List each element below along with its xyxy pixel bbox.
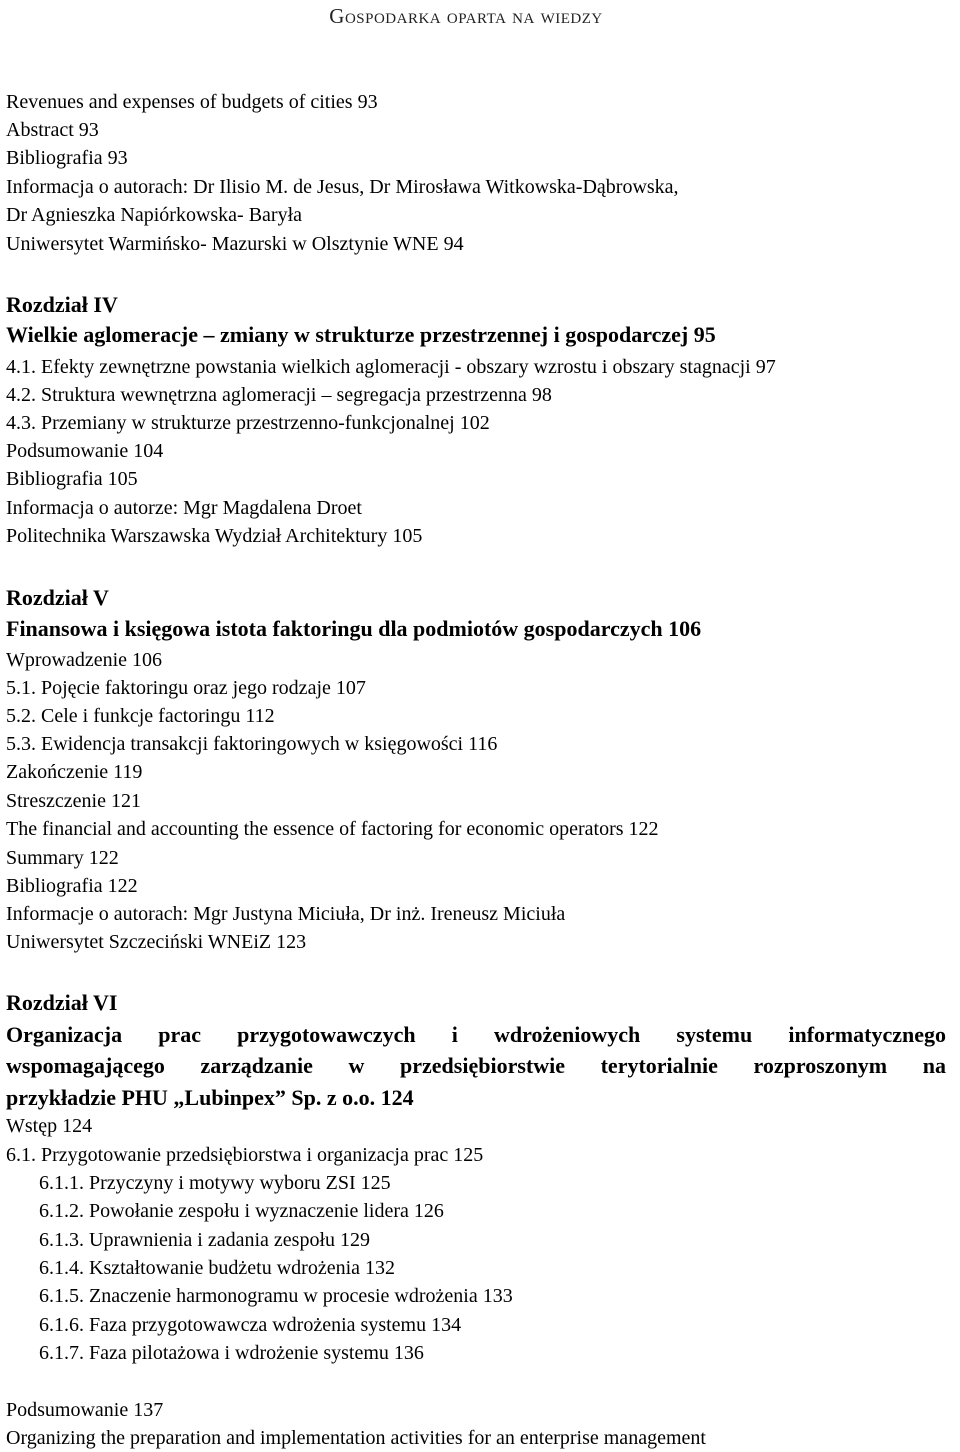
toc-entry: Informacja o autorze: Mgr Magdalena Droet	[6, 497, 362, 519]
toc-subentry: 6.1.1. Przyczyny i motywy wyboru ZSI 125	[39, 1172, 391, 1194]
toc-entry: 5.3. Ewidencja transakcji faktoringowych w księgowości 116	[6, 733, 498, 755]
toc-entry: 4.2. Struktura wewnętrzna aglomeracji – segregacja przestrzenna 98	[6, 384, 552, 406]
toc-subentry: 6.1.7. Faza pilotażowa i wdrożenie systemu 136	[39, 1342, 424, 1364]
toc-subentry: 6.1.6. Faza przygotowawcza wdrożenia systemu 134	[39, 1314, 462, 1336]
toc-entry: Wstęp 124	[6, 1115, 93, 1137]
toc-entry: Podsumowanie 104	[6, 440, 164, 462]
toc-entry: Organizing the preparation and implementation activities for an enterprise management	[6, 1427, 706, 1449]
toc-entry: Wprowadzenie 106	[6, 649, 163, 671]
toc-entry: Abstract 93	[6, 119, 99, 141]
toc-entry: 4.3. Przemiany w strukturze przestrzenno-funkcjonalnej 102	[6, 412, 490, 434]
chapter-title: Finansowa i księgowa istota faktoringu dla podmiotów gospodarczych 106	[6, 616, 702, 641]
running-header: Gospodarka oparta na wiedzy	[329, 4, 603, 28]
toc-entry: Dr Agnieszka Napiórkowska- Baryła	[6, 204, 303, 226]
toc-entry: Zakończenie 119	[6, 761, 143, 783]
chapter-title-line: wspomagającego zarządzanie w przedsiębiorstwie terytorialnie rozproszonym na	[6, 1053, 946, 1078]
toc-subentry: 6.1.5. Znaczenie harmonogramu w procesie wdrożenia 133	[39, 1285, 513, 1307]
toc-entry: Bibliografia 105	[6, 468, 138, 490]
toc-entry: 5.1. Pojęcie faktoringu oraz jego rodzaje 107	[6, 677, 366, 699]
toc-entry: Uniwersytet Warmińsko- Mazurski w Olsztynie WNE 94	[6, 233, 464, 255]
toc-entry: Politechnika Warszawska Wydział Architektury 105	[6, 525, 423, 547]
chapter-label: Rozdział VI	[6, 990, 118, 1015]
toc-entry: Bibliografia 122	[6, 875, 138, 897]
toc-entry: Summary 122	[6, 847, 119, 869]
toc-entry: Revenues and expenses of budgets of cities 93	[6, 91, 378, 113]
toc-entry: Uniwersytet Szczeciński WNEiZ 123	[6, 931, 307, 953]
toc-entry: Informacje o autorach: Mgr Justyna Miciuła, Dr inż. Ireneusz Miciuła	[6, 903, 566, 925]
chapter-label: Rozdział IV	[6, 292, 118, 317]
toc-subentry: 6.1.4. Kształtowanie budżetu wdrożenia 132	[39, 1257, 396, 1279]
toc-subentry: 6.1.2. Powołanie zespołu i wyznaczenie lidera 126	[39, 1200, 444, 1222]
toc-entry: 5.2. Cele i funkcje factoringu 112	[6, 705, 275, 727]
toc-entry: 6.1. Przygotowanie przedsiębiorstwa i organizacja prac 125	[6, 1144, 484, 1166]
chapter-title-line: Organizacja prac przygotowawczych i wdrożeniowych systemu informatycznego	[6, 1022, 946, 1047]
toc-entry: Podsumowanie 137	[6, 1399, 164, 1421]
toc-entry: Bibliografia 93	[6, 147, 128, 169]
chapter-label: Rozdział V	[6, 585, 109, 610]
toc-entry: 4.1. Efekty zewnętrzne powstania wielkich aglomeracji - obszary wzrostu i obszary stagnacji 97	[6, 356, 776, 378]
toc-subentry: 6.1.3. Uprawnienia i zadania zespołu 129	[39, 1229, 371, 1251]
toc-entry: Informacja o autorach: Dr Ilisio M. de Jesus, Dr Mirosława Witkowska-Dąbrowska,	[6, 176, 679, 198]
toc-entry: Streszczenie 121	[6, 790, 141, 812]
chapter-title-line: przykładzie PHU „Lubinpex” Sp. z o.o. 124	[6, 1085, 414, 1110]
toc-entry: The financial and accounting the essence of factoring for economic operators 122	[6, 818, 659, 840]
chapter-title: Wielkie aglomeracje – zmiany w strukturze przestrzennej i gospodarczej 95	[6, 322, 716, 347]
